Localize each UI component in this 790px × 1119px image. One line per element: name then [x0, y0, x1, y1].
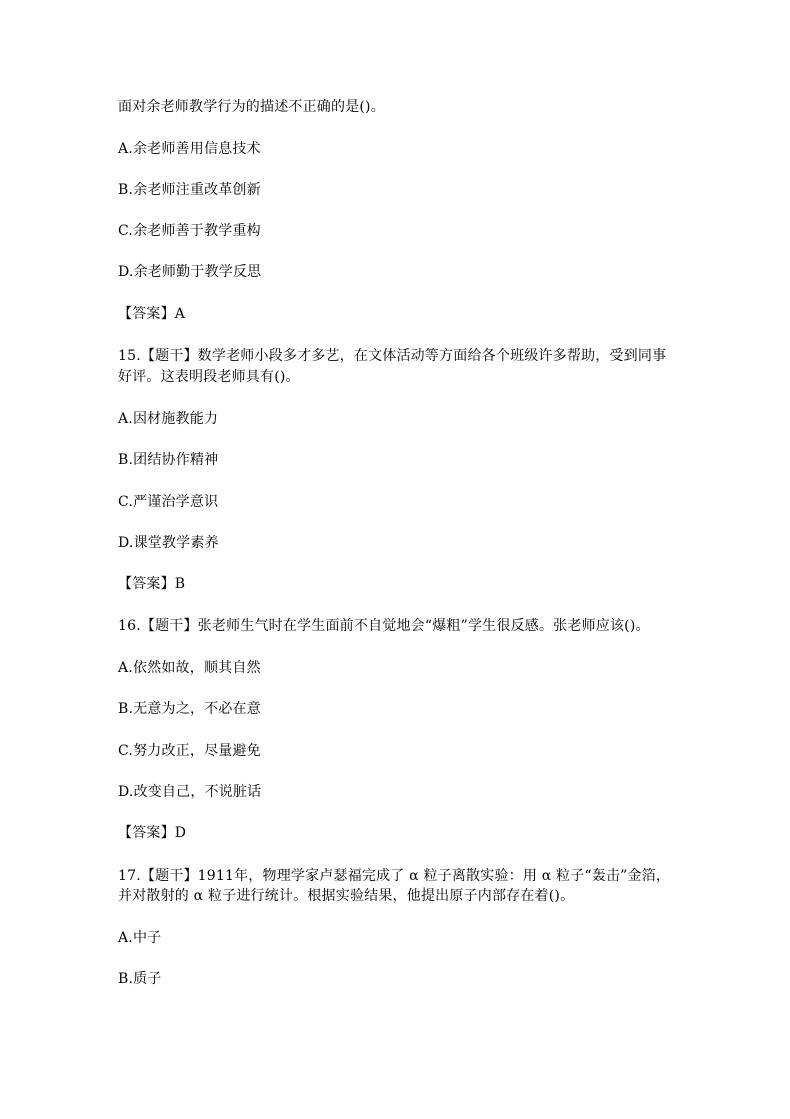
- q16-option-d: D.改变自己，不说脏话: [118, 784, 262, 800]
- q15-option-a: A.因材施教能力: [118, 411, 219, 427]
- q15-option-b: B.团结协作精神: [118, 452, 219, 468]
- q16-option-a: A.依然如故，顺其自然: [118, 660, 261, 676]
- q16-answer: 【答案】D: [118, 825, 187, 841]
- q14-option-a: A.余老师善用信息技术: [118, 141, 261, 157]
- q15-stem-line-2: 好评。这表明段老师具有()。: [118, 369, 300, 385]
- q17-stem-line-2: 并对散射的 α 粒子进行统计。根据实验结果，他提出原子内部存在着()。: [118, 888, 575, 904]
- q17-option-b: B.质子: [118, 971, 162, 987]
- q17-stem-line-1: 17.【题干】1911年，物理学家卢瑟福完成了 α 粒子离散实验：用 α 粒子“轰击”金箔，: [118, 868, 671, 884]
- q15-option-c: C.严谨治学意识: [118, 494, 219, 510]
- q17-option-a: A.中子: [118, 930, 162, 946]
- q16-stem: 16.【题干】张老师生气时在学生面前不自觉地会“爆粗”学生很反感。张老师应该()。: [118, 618, 650, 634]
- q15-stem-line-1: 15.【题干】数学老师小段多才多艺，在文体活动等方面给各个班级许多帮助，受到同事: [118, 348, 667, 364]
- q14-option-d: D.余老师勤于教学反思: [118, 264, 262, 280]
- q14-answer: 【答案】A: [118, 306, 186, 322]
- q16-option-c: C.努力改正，尽量避免: [118, 743, 261, 759]
- q14-option-c: C.余老师善于教学重构: [118, 223, 261, 239]
- q14-option-b: B.余老师注重改革创新: [118, 182, 261, 198]
- q16-option-b: B.无意为之，不必在意: [118, 701, 261, 717]
- q15-option-d: D.课堂教学素养: [118, 535, 219, 551]
- q14-stem: 面对余老师教学行为的描述不正确的是()。: [118, 99, 385, 115]
- q15-answer: 【答案】B: [118, 576, 186, 592]
